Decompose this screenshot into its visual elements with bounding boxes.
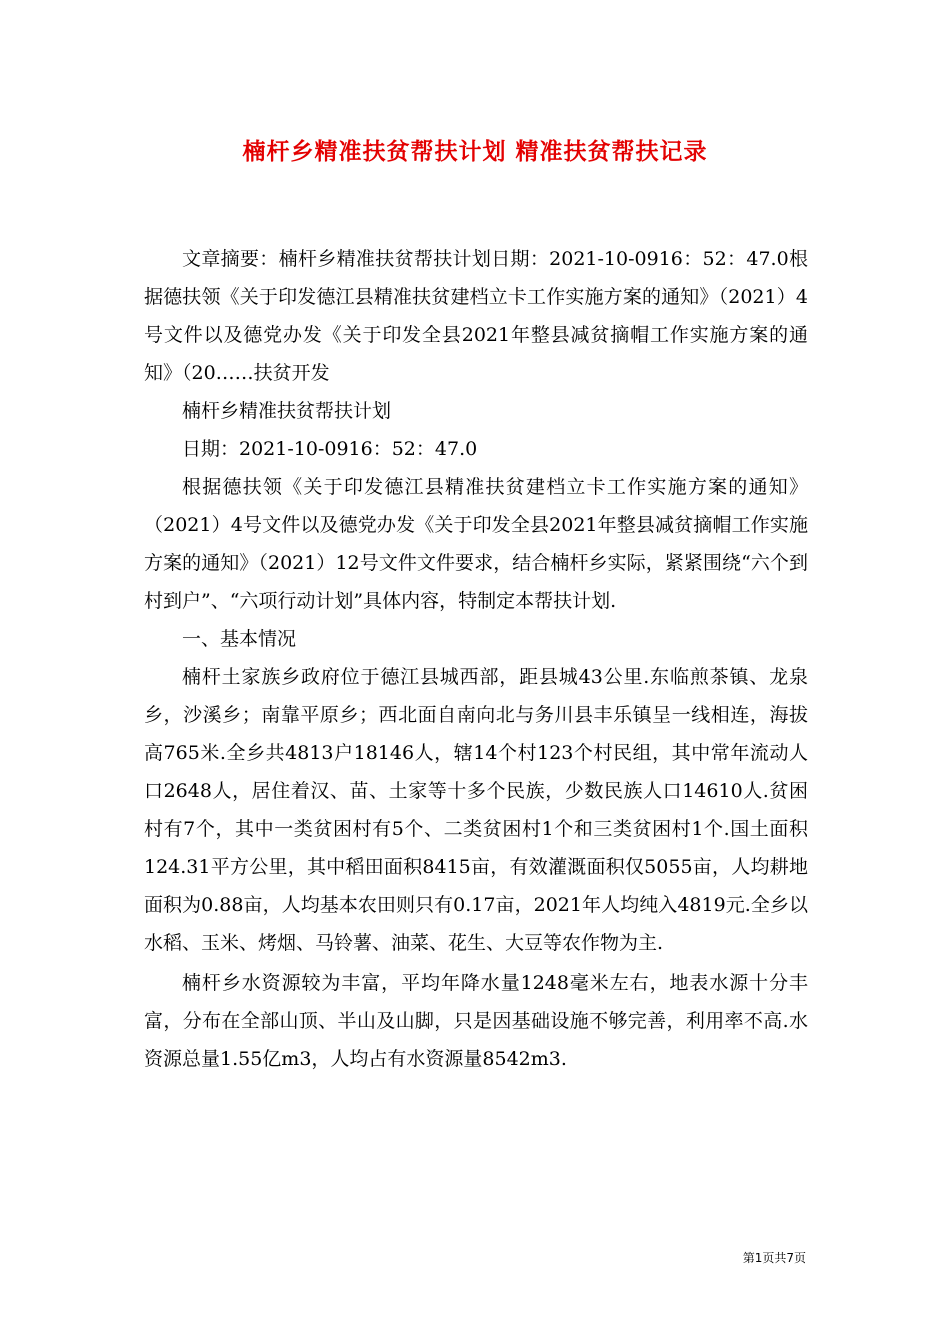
abstract-paragraph: 文章摘要：楠杆乡精准扶贫帮扶计划日期：2021-10-0916：52：47.0根据德扶领《关于印发德江县精准扶贫建档立卡工作实施方案的通知》（2021）4号文件以及德党办发《关于印发全县2021年整县减贫摘帽工作实施方案的通知》（20……扶贫开发 xyxy=(144,248,808,384)
overview-paragraph: 楠杆土家族乡政府位于德江县城西部，距县城43公里.东临煎茶镇、龙泉乡，沙溪乡；南靠平原乡；西北面自南向北与务川县丰乐镇呈一线相连，海拔高765米.全乡共4813户18146人，辖14个村123个村民组，其中常年流动人口2648人，居住着汉、苗、土家等十多个民族，少数民族人口14610人.贫困村有7个，其中一类贫困村有5个、二类贫困村1个和三类贫困村1个.国土面积124.31平方公里，其中稻田面积8415亩，有效灌溉面积仅5055亩，人均耕地面积为0.88亩，人均基本农田则只有0.17亩，2021年人均纯入4819元.全乡以水稻、玉米、烤烟、马铃薯、油菜、花生、大豆等农作物为主. xyxy=(144,666,808,954)
plan-heading: 楠杆乡精准扶贫帮扶计划 xyxy=(182,400,392,422)
page-number: 第1页共7页 xyxy=(742,1251,806,1265)
water-resources-paragraph: 楠杆乡水资源较为丰富，平均年降水量1248毫米左右，地表水源十分丰富，分布在全部山顶、半山及山脚，只是因基础设施不够完善，利用率不高.水资源总量1.55亿m3，人均占有水资源量8542m3. xyxy=(144,972,808,1070)
section-heading-basic-situation: 一、基本情况 xyxy=(182,628,297,650)
document-body xyxy=(144,240,808,1078)
document-title: 楠杆乡精准扶贫帮扶计划 精准扶贫帮扶记录 xyxy=(242,138,708,165)
date-line: 日期：2021-10-0916：52：47.0 xyxy=(182,438,478,460)
basis-paragraph: 根据德扶领《关于印发德江县精准扶贫建档立卡工作实施方案的通知》（2021）4号文件以及德党办发《关于印发全县2021年整县减贫摘帽工作实施方案的通知》（2021）12号文件文件要求，结合楠杆乡实际，紧紧围绕“六个到村到户”、“六项行动计划”具体内容，特制定本帮扶计划. xyxy=(144,476,808,612)
